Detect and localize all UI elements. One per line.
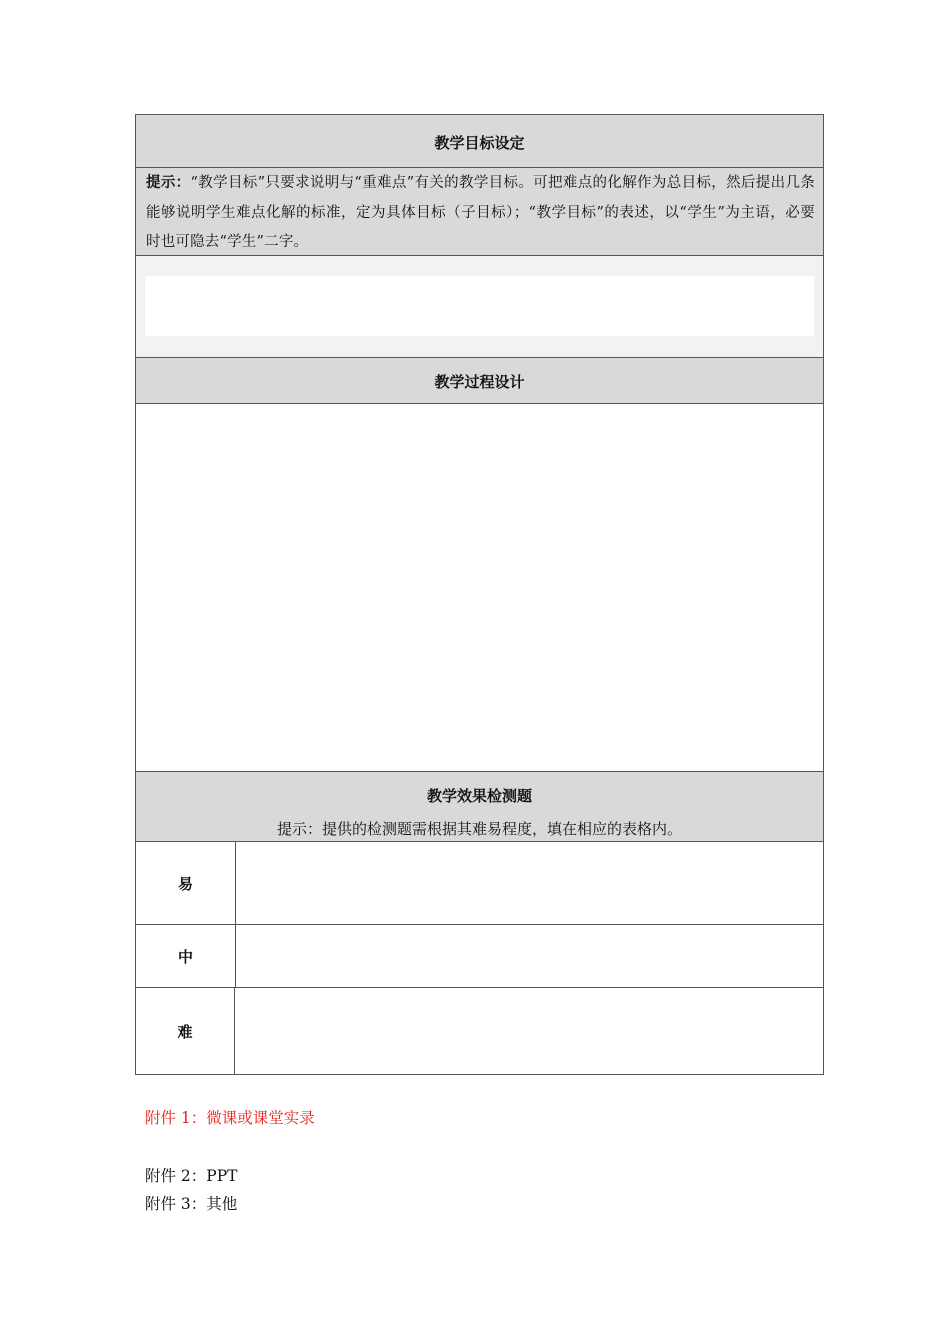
objectives-hint-cell <box>136 168 823 256</box>
easy-content-cell[interactable] <box>237 842 823 924</box>
hint-text: “教学目标”只要求说明与“重难点”有关的教学目标。可把难点的化解作为总目标，然后提出几条能够说明学生难点化解的标准，定为具体目标（子目标）；“教学目标”的表述，以“学生”为主语，必要时也可隐去“学生”二字。 <box>146 175 815 250</box>
process-title: 教学过程设计 <box>434 373 525 391</box>
process-content-area[interactable] <box>136 404 823 771</box>
test-row-easy <box>136 842 823 924</box>
objectives-input-area[interactable] <box>145 276 814 336</box>
objectives-hint <box>146 169 815 258</box>
row-label-easy: 易 <box>136 842 236 924</box>
row-label-medium: 中 <box>136 925 236 987</box>
attachment-2: 附件 2：PPT <box>145 1167 238 1185</box>
test-title: 教学效果检测题 <box>426 787 532 805</box>
objectives-content-cell <box>136 256 823 358</box>
test-row-hard <box>136 987 823 1074</box>
attachment-1: 附件 1：微课或课堂实录 <box>145 1109 315 1127</box>
lesson-plan-table <box>135 114 824 1075</box>
medium-content-cell[interactable] <box>237 925 823 987</box>
hard-content-cell[interactable] <box>236 988 823 1074</box>
row-label-hard: 难 <box>136 988 235 1074</box>
process-header <box>136 358 823 404</box>
attachment-3: 附件 3：其他 <box>145 1195 238 1213</box>
objectives-title: 教学目标设定 <box>434 134 525 152</box>
test-row-medium <box>136 924 823 987</box>
test-hint: 提示：提供的检测题需根据其难易程度，填在相应的表格内。 <box>276 820 682 838</box>
test-header <box>136 771 823 842</box>
objectives-header <box>136 115 823 168</box>
hint-label: 提示： <box>146 175 191 191</box>
